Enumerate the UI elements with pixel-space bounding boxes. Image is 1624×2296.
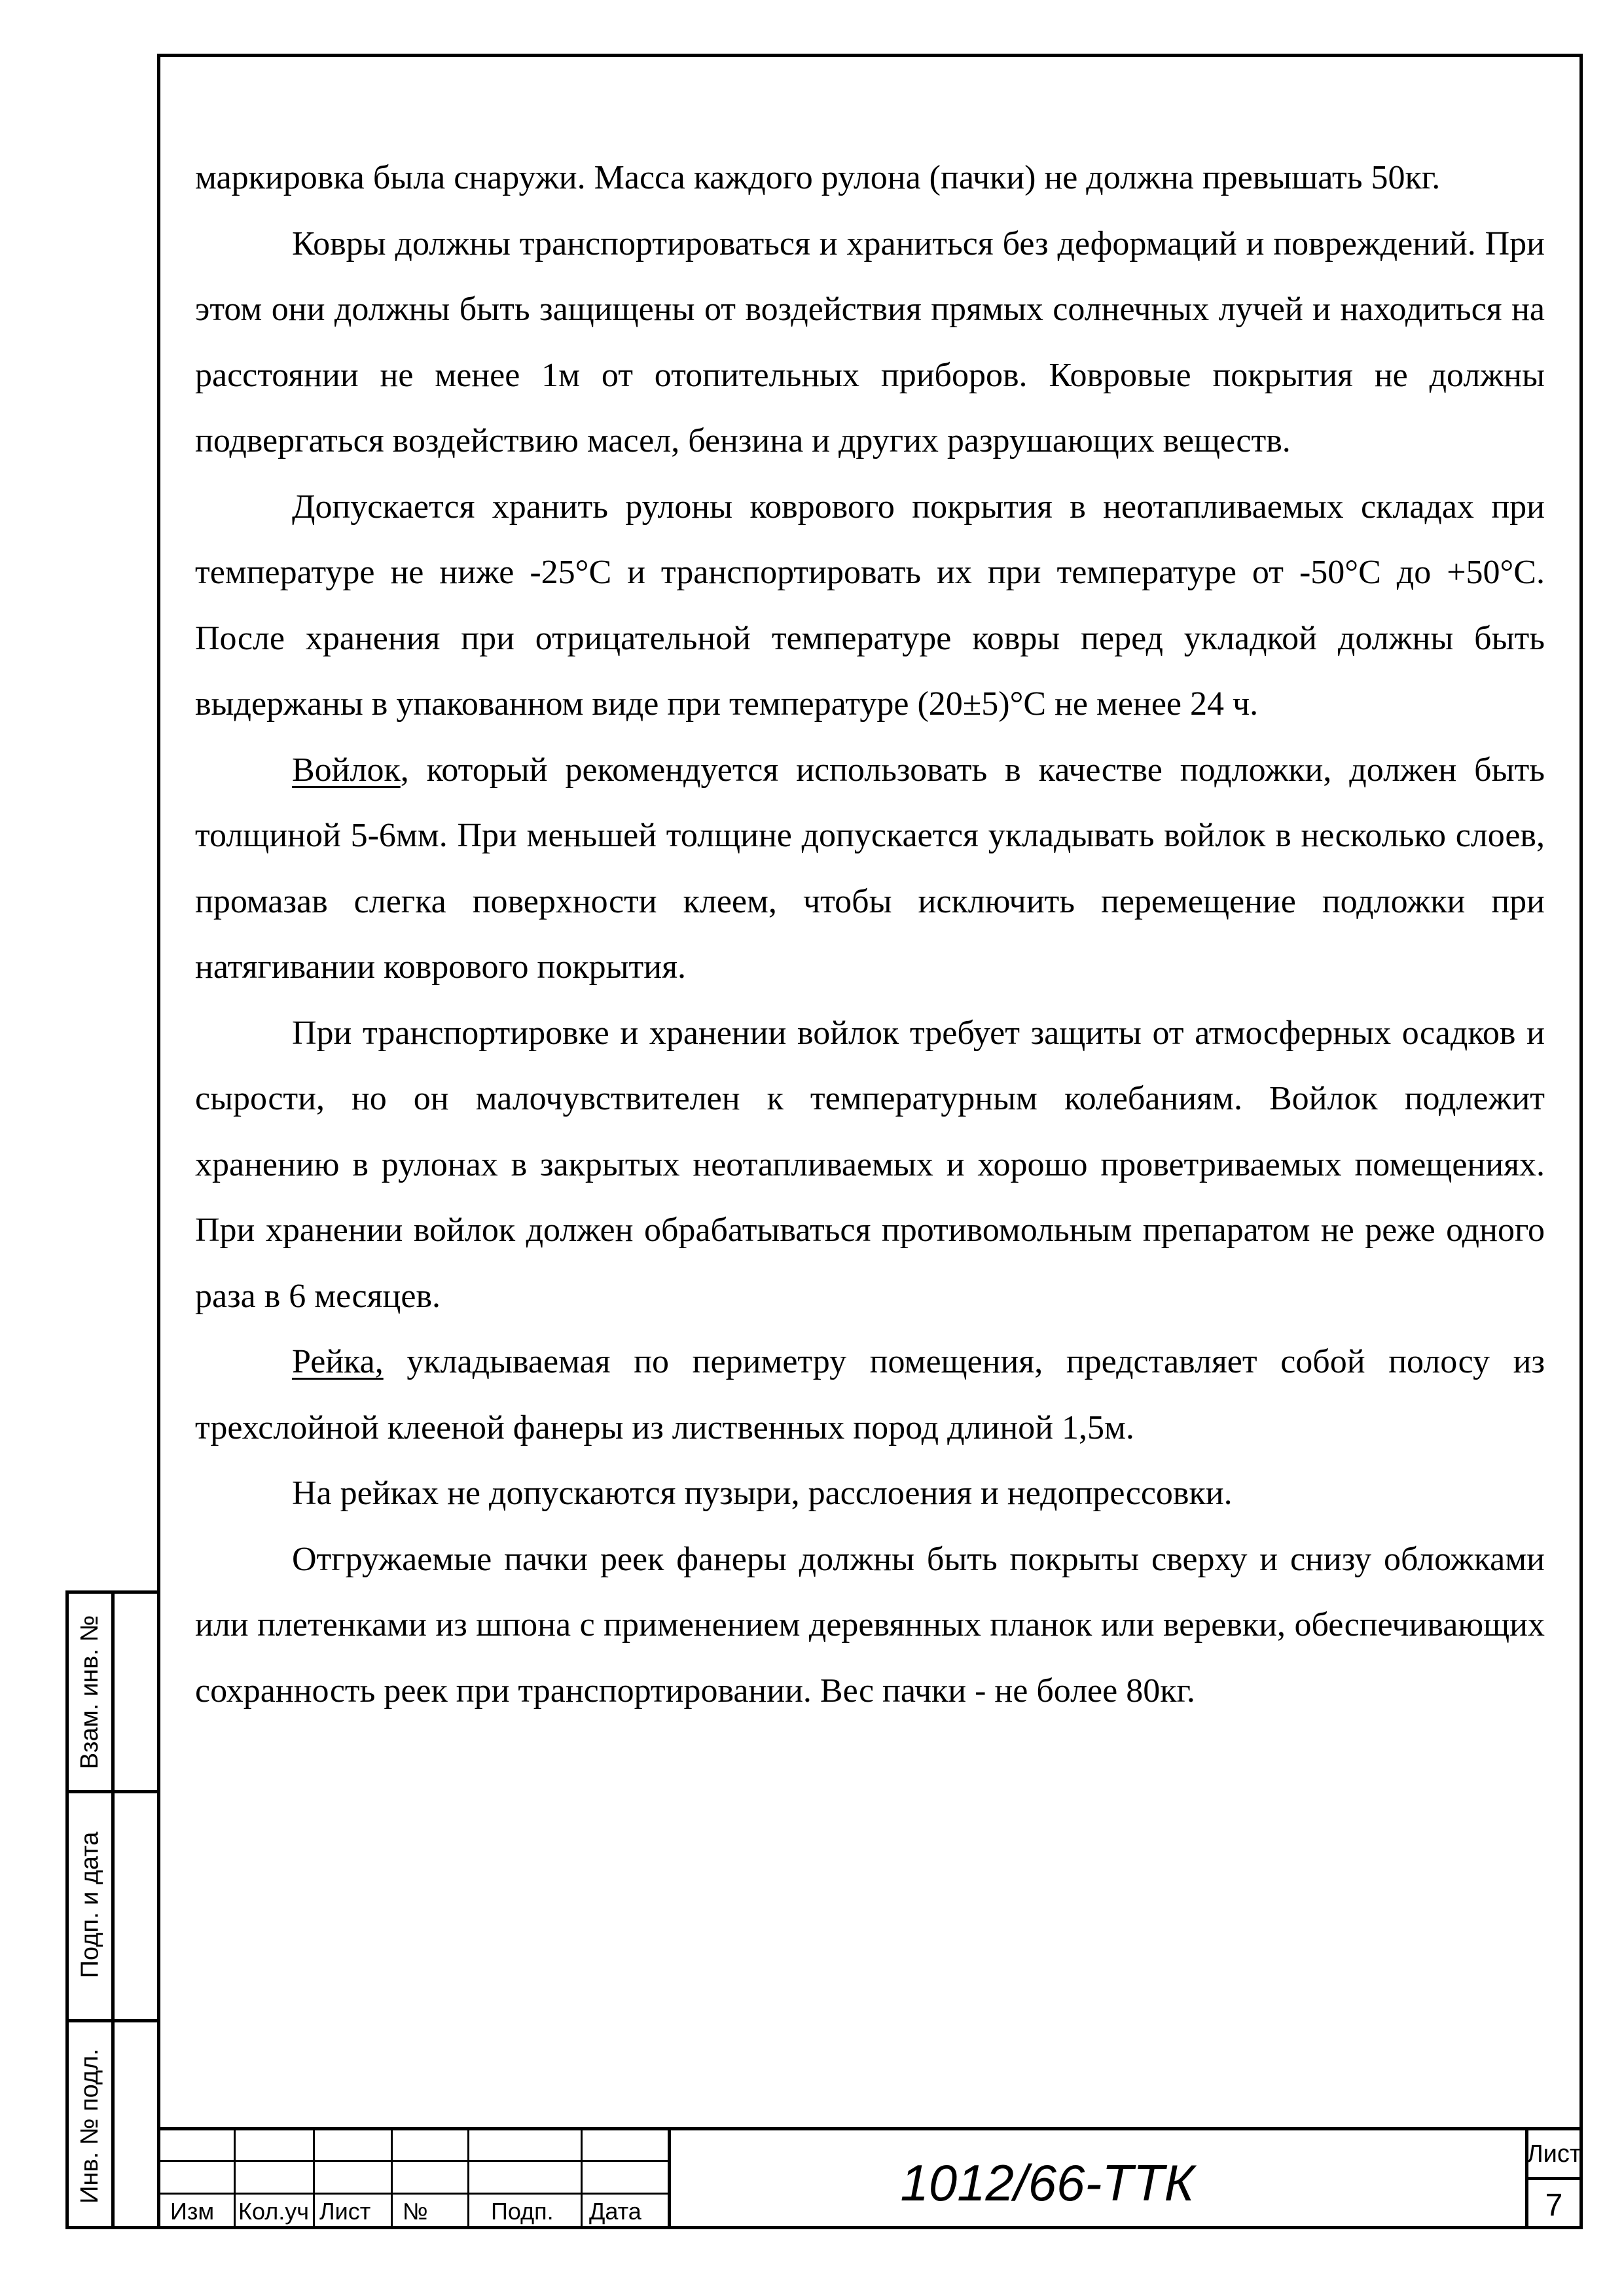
col-izm: Изм [170,2198,215,2225]
paragraph [195,738,1545,1001]
margin-label-vzam: Взам. инв. № [76,1615,104,1769]
title-block [157,2127,1583,2229]
paragraph-text: На рейках не допускаются пузыри, расслоения и недопрессовки. [292,1475,1233,1512]
margin-label-inv: Инв. № подл. [76,2048,104,2204]
col-kol-uch: Кол.уч [238,2198,309,2225]
paragraph [195,1461,1545,1527]
underlined-term: Рейка, [292,1343,384,1380]
paragraph [195,475,1545,738]
document-code: 1012/66-ТТК [900,2154,1195,2212]
sheet-number: 7 [1545,2188,1563,2223]
paragraph-text: При транспортировке и хранении войлок требует защиты от атмосферных осадков и сырости, но он малочувствителен к температурным колебаниям. Войлок подлежит хранению в рулонах в закрытых неотапливаемых и хорошо проветриваемых помещениях. При хранении войлок должен обрабатываться противомольным препаратом не реже одного раза в 6 месяцев. [195,1014,1545,1315]
underlined-term: Войлок [292,751,401,789]
col-list: Лист [319,2198,371,2225]
col-podp: Подп. [491,2198,554,2225]
paragraph-text: укладываемая по периметру помещения, представляет собой полосу из трехслойной клееной фанеры из лиственных пород длиной 1,5м. [195,1343,1545,1446]
paragraph-text: Отгружаемые пачки реек фанеры должны быть покрыты сверху и снизу обложками или плетенками из шпона с применением деревянных планок или веревки, обеспечивающих сохранность реек при транспортировании. Вес пачки - не более 80кг. [195,1540,1545,1710]
paragraph [195,1001,1545,1330]
margin-label-podp: Подп. и дата [76,1831,103,1978]
paragraph [195,145,1545,211]
paragraph-text: Допускается хранить рулоны коврового покрытия в неотапливаемых складах при температуре не ниже -25°С и транспортировать их при температуре от -50°С до +50°С. После хранения при отрицательной температуре ковры перед укладкой должны быть выдержаны в упакованном виде при температуре (20±5)°С не менее 24 ч. [195,488,1545,723]
sheet-label: Лист [1526,2140,1581,2168]
paragraph [195,1527,1545,1725]
paragraph [195,211,1545,475]
left-margin-strip [65,1590,157,2229]
paragraph-text: , который рекомендуется использовать в качестве подложки, должен быть толщиной 5-6мм. При меньшей толщине допускается укладывать войлок в несколько слоев, промазав слегка поверхности клеем, чтобы исключить перемещение подложки при натягивании коврового покрытия. [195,751,1545,986]
col-data: Дата [589,2198,641,2225]
document-body [195,145,1545,1724]
paragraph-text: маркировка была снаружи. Масса каждого рулона (пачки) не должна превышать 50кг. [195,159,1441,196]
paragraph [195,1329,1545,1461]
col-num: № [403,2198,428,2225]
paragraph-text: Ковры должны транспортироваться и храниться без деформаций и повреждений. При этом они должны быть защищены от воздействия прямых солнечных лучей и находиться на расстоянии не менее 1м от отопительных приборов. Ковровые покрытия не должны подвергаться воздействию масел, бензина и других разрушающих веществ. [195,224,1545,459]
